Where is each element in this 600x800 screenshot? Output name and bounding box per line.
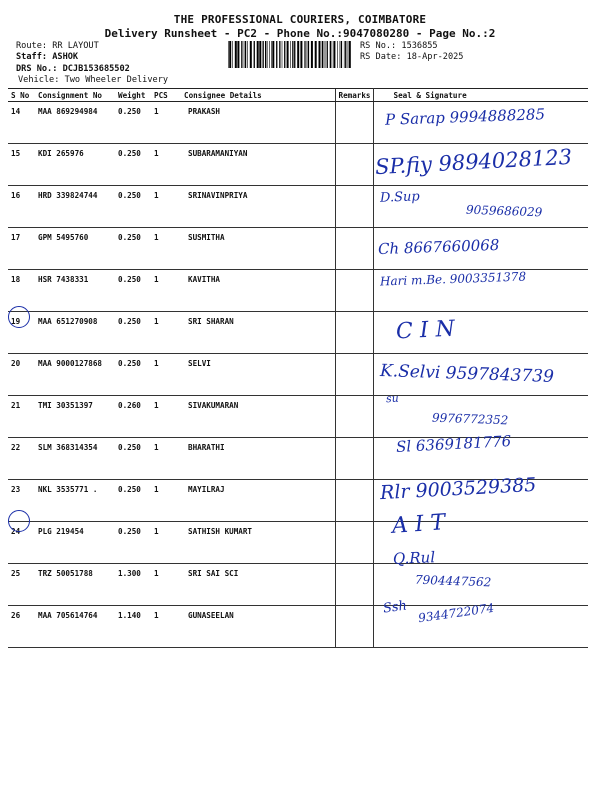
table-row [8,396,588,438]
table-row [8,606,588,648]
runsheet-table [8,88,588,648]
handwritten-signature: Sl 6369181776 [395,431,512,457]
row-remarks [335,228,373,270]
col-header-weight: Weight [115,89,151,102]
row-consignee: BHARATHI [188,443,225,452]
row-consignee: SRI SHARAN [188,317,234,326]
row-remarks [335,522,373,564]
row-sno: 26 [11,611,21,620]
row-weight: 0.250 [118,149,141,158]
row-consignment-no: HSR 7438331 [38,275,89,284]
table-row [8,522,588,564]
row-weight: 0.250 [118,275,141,284]
table-row [8,186,588,228]
route-text: Route: RR LAYOUT [16,41,99,51]
drs-number: DRS No.: DCJB153685502 [16,64,130,74]
row-weight: 0.250 [118,527,141,536]
row-signature-cell [373,396,588,438]
row-consignee: SATHISH KUMART [188,527,253,536]
row-weight: 0.250 [118,191,141,200]
row-pcs: 1 [154,569,159,578]
row-consignment-no: MAA 651270908 [38,317,98,326]
handwritten-phone: 9059686029 [465,202,543,220]
row-consignment-no: TRZ 50051788 [38,569,93,578]
row-weight: 0.250 [118,443,141,452]
row-sno: 21 [11,401,21,410]
row-consignment-no: GPM 5495760 [38,233,89,242]
row-remarks [335,102,373,144]
row-signature-cell [373,606,588,648]
row-sno: 15 [11,149,21,158]
row-pcs: 1 [154,485,159,494]
row-sno: 14 [11,107,21,116]
table-row [8,102,588,144]
row-remarks [335,564,373,606]
row-consignment-no: MAA 705614764 [38,611,98,620]
row-signature-cell [373,102,588,144]
row-signature-cell [373,354,588,396]
col-header-remarks: Remarks [335,89,373,102]
vehicle-text: Vehicle: Two Wheeler Delivery [18,75,169,85]
col-header-consignee: Consignee Details [181,89,335,102]
row-pcs: 1 [154,611,159,620]
table-row [8,144,588,186]
handwritten-signature: SP.fiy 9894028123 [374,144,573,180]
row-signature-cell [373,144,588,186]
table-row [8,354,588,396]
row-consignment-no: NKL 3535771 . [38,485,98,494]
row-pcs: 1 [154,107,159,116]
row-signature-cell [373,186,588,228]
table-header-row [8,89,588,102]
row-sno: 16 [11,191,21,200]
row-consignment-no: TMI 30351397 [38,401,93,410]
row-pcs: 1 [154,191,159,200]
col-header-consignment: Consignment No [35,89,115,102]
row-sno: 20 [11,359,21,368]
row-signature-cell [373,480,588,522]
handwritten-signature: K.Selvi 9597843739 [379,360,555,388]
row-pcs: 1 [154,149,159,158]
row-remarks [335,480,373,522]
row-sno: 17 [11,233,21,242]
row-consignee: KAVITHA [188,275,221,284]
table-row [8,480,588,522]
row-consignee: PRAKASH [188,107,221,116]
table-row [8,564,588,606]
handwritten-signature: Hari m.Be. 9003351378 [379,269,527,289]
row-consignee: SUSMITHA [188,233,225,242]
rs-number: RS No.: 1536855 [360,41,438,51]
row-signature-cell [373,438,588,480]
handwritten-phone: 9976772352 [431,410,509,428]
handwritten-phone: 7904447562 [414,572,492,590]
row-consignee: SIVAKUMARAN [188,401,239,410]
row-pcs: 1 [154,443,159,452]
handwritten-signature: su [385,391,400,406]
runsheet-subtitle: Delivery Runsheet - PC2 - Phone No.:9047080280 - Page No.:2 [104,27,496,40]
row-consignment-no: SLM 368314354 [38,443,98,452]
row-remarks [335,312,373,354]
row-signature-cell [373,564,588,606]
row-consignment-no: PLG 219454 [38,527,84,536]
staff-name: ASHOK [52,52,79,62]
row-remarks [335,144,373,186]
handwritten-signature: C I N [395,316,456,345]
row-pcs: 1 [154,401,159,410]
handwritten-signature: P Sarap 9994888285 [384,105,546,129]
handwritten-signature: Ssh [382,598,408,617]
row-remarks [335,354,373,396]
row-signature-cell [373,270,588,312]
row-remarks [335,606,373,648]
row-signature-cell [373,312,588,354]
col-header-pcs: PCS [151,89,181,102]
row-consignee: SELVI [188,359,211,368]
handwritten-signature: D.Sup [379,189,420,206]
row-pcs: 1 [154,317,159,326]
row-signature-cell [373,228,588,270]
row-consignment-no: HRD 339824744 [38,191,98,200]
row-sno: 19 [11,317,21,326]
row-consignment-no: MAA 869294984 [38,107,98,116]
handwritten-phone: 9344722074 [417,600,495,626]
row-consignee: SUBARAMANIYAN [188,149,248,158]
row-sno: 22 [11,443,21,452]
company-title: THE PROFESSIONAL COURIERS, COIMBATORE [173,13,427,26]
row-sno: 18 [11,275,21,284]
row-remarks [335,186,373,228]
row-signature-cell [373,522,588,564]
row-weight: 1.140 [118,611,141,620]
row-remarks [335,396,373,438]
col-header-signature: Seal & Signature [373,89,588,102]
handwritten-signature: Ch 8667660068 [377,235,500,259]
row-remarks [335,438,373,480]
table-row [8,312,588,354]
row-pcs: 1 [154,233,159,242]
table-row [8,228,588,270]
row-consignment-no: MAA 9000127868 [38,359,103,368]
row-sno: 23 [11,485,21,494]
row-weight: 0.260 [118,401,141,410]
row-weight: 0.250 [118,359,141,368]
handwritten-signature: Rlr 9003529385 [379,473,537,505]
row-remarks [335,270,373,312]
table-row [8,438,588,480]
col-header-sno: S No [8,89,35,102]
row-weight: 0.250 [118,317,141,326]
row-weight: 1.300 [118,569,141,578]
row-weight: 0.250 [118,107,141,116]
row-sno: 24 [11,527,21,536]
handwritten-signature: A I T [391,510,447,539]
staff-label: Staff: [16,52,48,62]
staff-line [16,52,78,63]
table-row [8,270,588,312]
row-pcs: 1 [154,527,159,536]
row-weight: 0.250 [118,233,141,242]
rs-date: RS Date: 18-Apr-2025 [360,52,464,62]
row-consignee: MAYILRAJ [188,485,225,494]
row-consignment-no: KDI 265976 [38,149,84,158]
row-consignee: GUNASEELAN [188,611,234,620]
row-consignee: SRI SAI SCI [188,569,239,578]
row-consignee: SRINAVINPRIYA [188,191,248,200]
row-pcs: 1 [154,359,159,368]
row-sno: 25 [11,569,21,578]
handwritten-signature: Q.Rul [392,548,436,568]
row-pcs: 1 [154,275,159,284]
barcode-image [228,41,354,68]
row-weight: 0.250 [118,485,141,494]
